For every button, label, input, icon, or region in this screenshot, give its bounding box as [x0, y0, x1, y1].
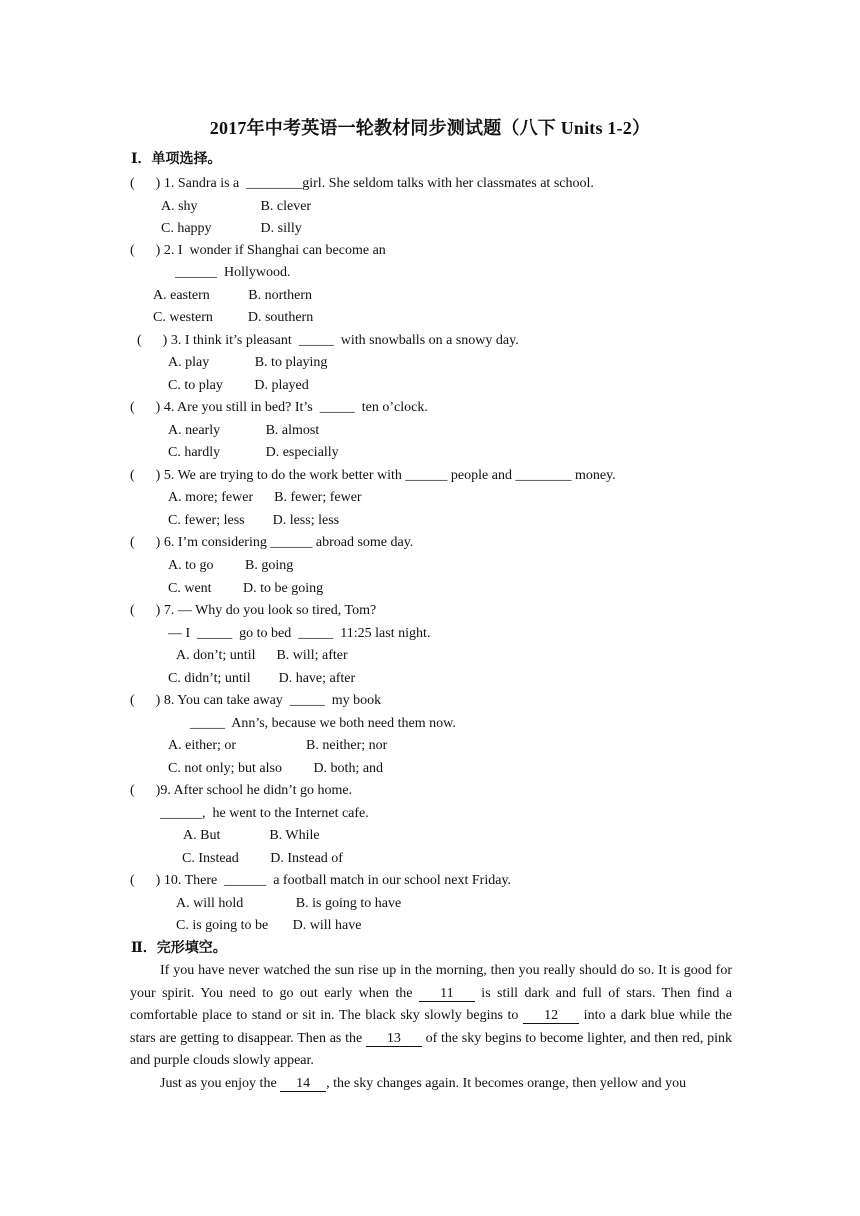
question-8: ( ) 8. You can take away _____ my book [130, 693, 382, 708]
question-2-continued: ______ Hollywood. [175, 265, 291, 280]
question-3-options-cd: C. to play D. played [168, 378, 309, 393]
question-5-options-ab: A. more; fewer B. fewer; fewer [168, 490, 362, 505]
cloze-text: If you have never watched the sun rise up in the morning, then you really should do so. It is good for your spirit. You need to go out early when the [130, 963, 732, 1001]
cloze-text: of the sky begins to become lighter, and then red, pink and purple clouds slowly appear. [130, 1030, 732, 1069]
question-5: ( ) 5. We are trying to do the work better with ______ people and ________ money. [130, 468, 616, 483]
question-10: ( ) 10. There ______ a football match in our school next Friday. [130, 873, 512, 888]
page-title: 2017年中考英语一轮教材同步测试题（八下 Units 1-2） [209, 118, 651, 138]
question-7: ( ) 7. — Why do you look so tired, Tom? [130, 603, 377, 618]
question-7-continued: — I _____ go to bed _____ 11:25 last night. [168, 626, 431, 641]
cloze-blank-12: 12 [523, 1009, 579, 1024]
cloze-paragraph-2 [130, 1073, 732, 1096]
question-6-options-ab: A. to go B. going [168, 558, 294, 573]
section-heading-cloze: Ⅱ．完形填空。 [131, 941, 227, 956]
question-4-options-cd: C. hardly D. especially [168, 445, 339, 460]
question-9-options-ab: A. But B. While [183, 828, 320, 843]
question-6: ( ) 6. I’m considering ______ abroad some day. [130, 535, 414, 550]
question-1: ( ) 1. Sandra is a ________girl. She seldom talks with her classmates at school. [130, 176, 594, 191]
section-heading-multiple-choice: Ⅰ．单项选择。 [131, 152, 222, 167]
question-8-options-ab: A. either; or B. neither; nor [168, 738, 388, 753]
question-5-options-cd: C. fewer; less D. less; less [168, 513, 340, 528]
question-10-options-cd: C. is going to be D. will have [176, 918, 362, 933]
cloze-blank-14: 14 [280, 1077, 326, 1092]
question-9-options-cd: C. Instead D. Instead of [182, 851, 343, 866]
question-4-options-ab: A. nearly B. almost [168, 423, 320, 438]
question-4: ( ) 4. Are you still in bed? It’s _____ ten o’clock. [130, 400, 428, 415]
question-9: ( )9. After school he didn’t go home. [130, 783, 353, 798]
question-2-options-ab: A. eastern B. northern [153, 288, 313, 303]
question-2-options-cd: C. western D. southern [153, 310, 314, 325]
question-3: ( ) 3. I think it’s pleasant _____ with snowballs on a snowy day. [137, 333, 519, 348]
cloze-text: is still dark and full of stars. Then find a comfortable place to stand or sit in. The black sky slowly begins to [130, 985, 733, 1024]
question-1-options-ab: A. shy B. clever [161, 199, 312, 214]
cloze-text: into a dark blue while the stars are getting to disappear. Then as the [130, 1008, 732, 1046]
question-9-continued: ______, he went to the Internet cafe. [160, 806, 369, 821]
question-2: ( ) 2. I wonder if Shanghai can become an [130, 243, 386, 258]
question-7-options-cd: C. didn’t; until D. have; after [168, 671, 356, 686]
question-8-options-cd: C. not only; but also D. both; and [168, 761, 384, 776]
cloze-blank-13: 13 [366, 1032, 422, 1047]
question-10-options-ab: A. will hold B. is going to have [176, 896, 402, 911]
question-8-continued: _____ Ann’s, because we both need them now. [190, 716, 456, 731]
question-3-options-ab: A. play B. to playing [168, 355, 328, 370]
question-7-options-ab: A. don’t; until B. will; after [176, 648, 348, 663]
cloze-text: Just as you enjoy the [160, 1076, 281, 1091]
question-6-options-cd: C. went D. to be going [168, 581, 324, 596]
cloze-paragraph-1 [130, 960, 732, 1073]
question-1-options-cd: C. happy D. silly [161, 221, 302, 236]
cloze-blank-11: 11 [419, 987, 475, 1002]
cloze-text: , the sky changes again. It becomes orange, then yellow and you [326, 1076, 687, 1091]
